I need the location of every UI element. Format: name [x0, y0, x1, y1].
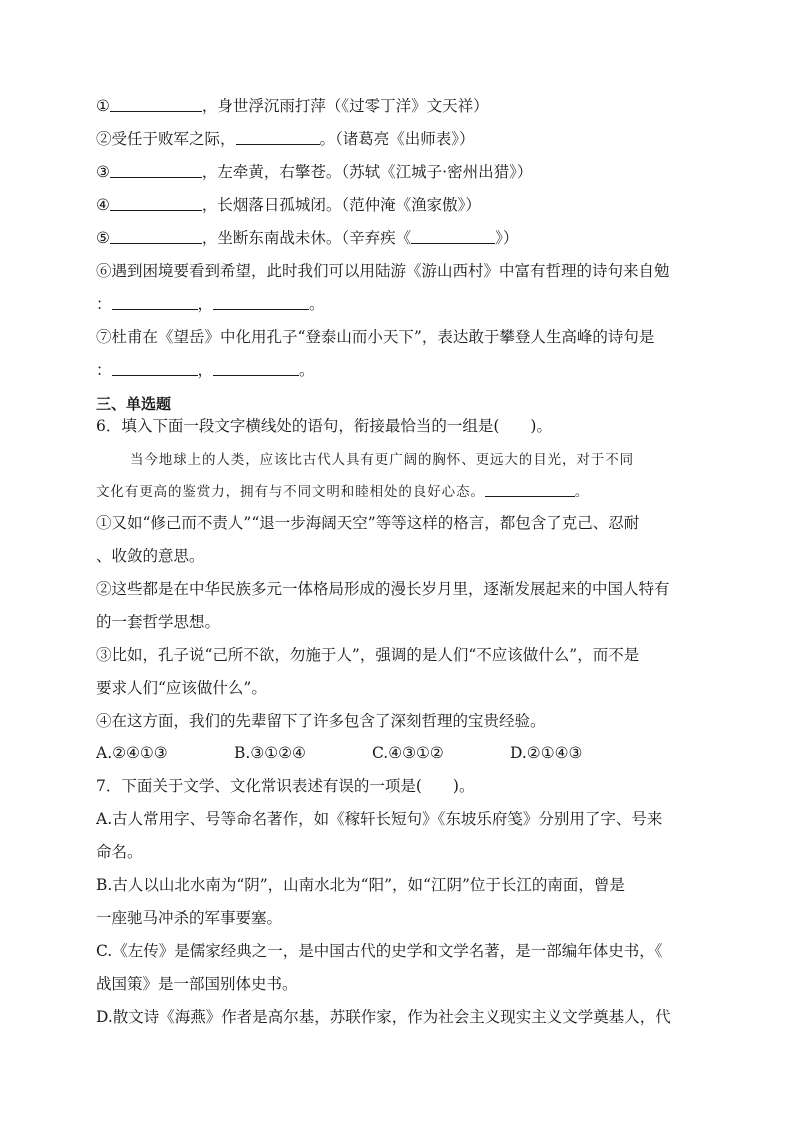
option-d-text[interactable]: D.散文诗《海燕》作者是高尔基，苏联作家，作为社会主义现实主义文学奠基人，代: [96, 1008, 671, 1026]
option-b[interactable]: B.③①②④: [234, 744, 306, 762]
option-c-text[interactable]: C.《左传》是儒家经典之一，是中国古代的史学和文学名著，是一部编年体史书，《: [96, 942, 663, 960]
fill-in-item-7: [96, 327, 696, 347]
answer-blank[interactable]: [213, 295, 309, 310]
comma: ，: [197, 295, 214, 313]
fill-in-item-1: [96, 96, 696, 116]
option-a[interactable]: A.②④①③: [96, 744, 168, 762]
sentence-3-cont: 要求人们“应该做什么”。: [96, 679, 267, 697]
question-6-stem: 6．填入下面一段文字横线处的语句，衔接最恰当的一组是( )。: [96, 417, 552, 435]
option-a-text-cont: 命名。: [96, 843, 143, 861]
fill-in-item-6-answer-line: [96, 294, 696, 314]
colon: ：: [96, 295, 112, 313]
sentence-1-cont: 、收敛的意思。: [96, 547, 205, 565]
item-text: ，身世浮沉雨打萍（《过零丁洋》文天祥）: [201, 97, 489, 115]
item-text: ⑥遇到困境要看到希望，此时我们可以用陆游《游山西村》中富有哲理的诗句来自勉: [96, 262, 670, 280]
sentence-1: ①又如“修己而不责人”“退一步海阔天空”等等这样的格言，都包含了克己、忍耐: [96, 514, 640, 532]
answer-blank[interactable]: [110, 163, 202, 178]
sentence-4: ④在这方面，我们的先辈留下了许多包含了深刻哲理的宝贵经验。: [96, 712, 546, 730]
period: 。: [574, 484, 590, 500]
sentence-3: ③比如，孔子说“己所不欲，勿施于人”，强调的是人们“不应该做什么”，而不是: [96, 646, 640, 664]
fill-in-item-7-answer-line: [96, 360, 696, 380]
passage-text: 文化有更高的鉴赏力，拥有与不同文明和睦相处的良好心态。: [96, 484, 485, 500]
fill-in-item-4: [96, 195, 696, 215]
item-text-end: 。（诸葛亮《出师表》）: [319, 130, 475, 148]
sentence-2-cont: 的一套哲学思想。: [96, 613, 221, 631]
answer-blank[interactable]: [112, 361, 198, 376]
answer-options: [96, 743, 696, 763]
option-b-text[interactable]: B.古人以山北水南为“阴”，山南水北为“阳”，如“江阴”位于长江的南面，曾是: [96, 876, 625, 894]
answer-blank[interactable]: [112, 295, 198, 310]
fill-in-item-5: [96, 228, 696, 248]
answer-blank[interactable]: [213, 361, 299, 376]
item-text: ，左牵黄，右擎苍。（苏轼《江城子·密州出猎》）: [201, 163, 533, 181]
comma: ，: [197, 361, 214, 379]
sentence-2: ②这些都是在中华民族多元一体格局形成的漫长岁月里，逐渐发展起来的中国人特有: [96, 580, 670, 598]
item-text: ，坐断东南战未休。（辛弃疾《: [201, 229, 412, 247]
answer-blank[interactable]: [411, 229, 495, 244]
item-number: ⑤: [96, 229, 110, 247]
answer-blank[interactable]: [485, 482, 575, 497]
item-text: ⑦杜甫在《望岳》中化用孔子“登泰山而小天下”，表达敢于攀登人生高峰的诗句是: [96, 328, 655, 346]
answer-blank[interactable]: [110, 97, 202, 112]
fill-in-item-2: [96, 129, 696, 149]
option-c-text-cont: 战国策》是一部国别体史书。: [96, 975, 298, 993]
answer-blank[interactable]: [236, 130, 320, 145]
option-c[interactable]: C.④③①②: [372, 744, 444, 762]
option-b-text-cont: 一座驰马冲杀的军事要塞。: [96, 909, 283, 927]
period: 。: [309, 295, 325, 313]
answer-blank[interactable]: [110, 229, 202, 244]
item-text: ，长烟落日孤城闭。（范仲淹《渔家傲》）: [201, 196, 481, 214]
question-7-stem: 7．下面关于文学、文化常识表述有误的一项是( )。: [96, 777, 475, 795]
fill-in-item-6: [96, 261, 696, 281]
answer-blank[interactable]: [110, 196, 202, 211]
fill-in-item-3: [96, 162, 696, 182]
option-d[interactable]: D.②①④③: [510, 744, 583, 762]
period: 。: [299, 361, 315, 379]
colon: ：: [96, 361, 112, 379]
item-number: ④: [96, 196, 110, 214]
option-a-text[interactable]: A.古人常用字、号等命名著作，如《稼轩长短句》《东坡乐府笺》分别用了字、号来: [96, 810, 663, 828]
section-heading: 三、单选题: [96, 395, 172, 413]
item-number: ①: [96, 97, 110, 115]
item-number: ③: [96, 163, 110, 181]
item-text: ②受任于败军之际，: [96, 130, 236, 148]
item-text-end: 》）: [495, 229, 519, 247]
passage-line: [96, 482, 696, 502]
passage-line: 当今地球上的人类，应该比古代人具有更广阔的胸怀、更远大的目光，对于不同: [130, 452, 634, 468]
